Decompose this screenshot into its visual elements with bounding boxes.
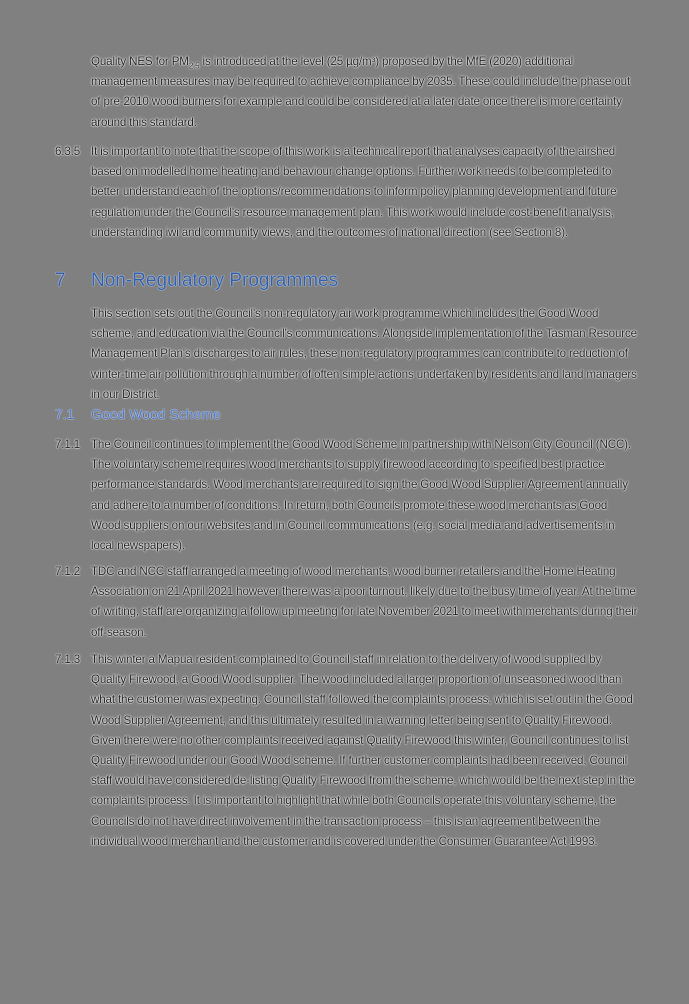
section-7-heading bbox=[55, 270, 338, 292]
intro-text-pre: Quality NES for PM bbox=[91, 55, 189, 68]
section-7-1-heading bbox=[55, 406, 221, 422]
section-7-number: 7 bbox=[55, 270, 66, 291]
paragraph-6-3-5: It is important to note that the scope of this work is a technical report that analyses capacity of the airshed based on modelled home heating and behaviour change options. Further work needs to be completed to better understand each of the options/recommendations to inform policy planning development and future regulation under the Council's resource management plan. This work would include cost-benefit analysis, understanding iwi and community views, and the outcomes of national direction (see Section 8). bbox=[91, 145, 617, 239]
section-7-intro: This section sets out the Council's non-regulatory air work programme which includes the Good Wood scheme, and education via the Council's communications. Alongside implementation of the Tasman Resource Management Plan's discharges to air rules, these non-regulatory programmes can contribute to reduction of winter-time air pollution through a number of often simple actions undertaken by residents and land managers in our District. bbox=[91, 307, 637, 401]
paragraph-number-6-3-5: 6.3.5 bbox=[55, 145, 81, 158]
section-7-title: Non-Regulatory Programmes bbox=[91, 270, 339, 291]
intro-text-post: is introduced at the level (25 µg/m³) proposed by the MfE (2020) additional management measures may be required to achieve compliance by 2035. These could include the phase out of pre-2010 wood burners for example and could be considered at a later date once there is more certainty around this standard. bbox=[91, 55, 631, 129]
section-7-1-title: Good Wood Scheme bbox=[91, 406, 221, 422]
paragraph-number-7-1-3: 7.1.3 bbox=[55, 653, 81, 666]
intro-subscript: 2.5 bbox=[188, 61, 200, 71]
section-7-1-number: 7.1 bbox=[55, 406, 75, 422]
paragraph-7-1-1: The Council continues to implement the Good Wood Scheme in partnership with Nelson City Council (NCC). The voluntary scheme requires wood merchants to supply firewood according to specified best practice performance standards. Wood merchants are required to sign the Good Wood Supplier Agreement annually and adhere to a number of conditions. In return, both Councils promote these wood merchants as Good Wood suppliers on our websites and in Council communications (e.g. social media and advertisements in local newspapers). bbox=[91, 438, 631, 553]
paragraph-7-1-3: This winter a Mapua resident complained to Council staff in relation to the delivery of wood supplied by Quality Firewood, a Good Wood supplier. The wood included a larger proportion of unseasoned wood than what the customer was expecting. Council staff followed the complaints process, which is set out in the Good Wood Supplier Agreement, and this ultimately resulted in a warning letter being sent to Quality Firewood. Given there were no other complaints received against Quality Firewood this winter, Council continues to list Quality Firewood under our Good Wood scheme. If further customer complaints had been received, Council staff would have considered de-listing Quality Firewood from the scheme, which would be the next step in the complaints process. It is important to highlight that while both Councils operate this voluntary scheme, the Councils do not have direct involvement in the transaction process – this is an agreement between the individual wood merchant and the customer and is covered under the Consumer Guarantee Act 1993. bbox=[91, 653, 635, 848]
paragraph-number-7-1-1: 7.1.1 bbox=[55, 438, 81, 451]
paragraph-number-7-1-2: 7.1.2 bbox=[55, 565, 81, 578]
paragraph-7-1-2: TDC and NCC staff arranged a meeting of wood merchants, wood burner retailers and the Home Heating Association on 21 April 2021 however there was a poor turnout, likely due to the busy time of year. At the time of writing, staff are organizing a follow up meeting for late November 2021 to meet with merchants during their off-season. bbox=[91, 565, 638, 639]
intro-paragraph bbox=[91, 52, 639, 133]
